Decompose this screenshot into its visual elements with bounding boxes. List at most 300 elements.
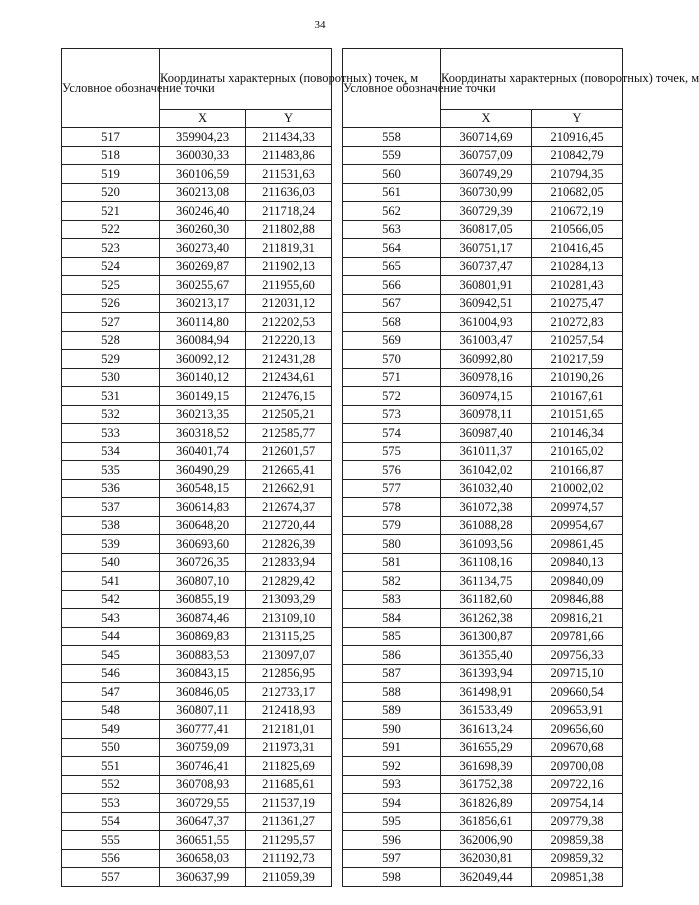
- table-row: [62, 165, 332, 184]
- y-coordinate-cell: 213093,29: [246, 590, 332, 609]
- x-coordinate-cell: 360648,20: [160, 516, 246, 535]
- point-id-cell: 531: [62, 387, 160, 406]
- point-id-cell: 584: [343, 609, 441, 628]
- x-coordinate-cell: 360708,93: [160, 775, 246, 794]
- table-row: [62, 350, 332, 369]
- x-coordinate-cell: 360749,29: [441, 165, 532, 184]
- x-coordinate-cell: 360978,16: [441, 368, 532, 387]
- x-coordinate-cell: 360729,39: [441, 202, 532, 221]
- y-coordinate-cell: 209670,68: [532, 738, 623, 757]
- table-row: [343, 683, 623, 702]
- header-coordinates: Координаты характерных (поворотных) точек, м: [160, 49, 332, 110]
- table-row: [62, 461, 332, 480]
- table-row: [62, 442, 332, 461]
- x-coordinate-cell: 360140,12: [160, 368, 246, 387]
- x-coordinate-cell: 360092,12: [160, 350, 246, 369]
- header-y: Y: [532, 109, 623, 127]
- point-id-cell: 579: [343, 516, 441, 535]
- table-row: [343, 294, 623, 313]
- y-coordinate-cell: 211059,39: [246, 868, 332, 887]
- point-id-cell: 552: [62, 775, 160, 794]
- y-coordinate-cell: 210272,83: [532, 313, 623, 332]
- y-coordinate-cell: 212476,15: [246, 387, 332, 406]
- table-row: [62, 313, 332, 332]
- table-row: [343, 220, 623, 239]
- table-row: [62, 146, 332, 165]
- point-id-cell: 593: [343, 775, 441, 794]
- y-coordinate-cell: 211825,69: [246, 757, 332, 776]
- point-id-cell: 556: [62, 849, 160, 868]
- y-coordinate-cell: 212720,44: [246, 516, 332, 535]
- table-row: [62, 757, 332, 776]
- point-id-cell: 534: [62, 442, 160, 461]
- y-coordinate-cell: 210672,19: [532, 202, 623, 221]
- y-coordinate-cell: 210842,79: [532, 146, 623, 165]
- y-coordinate-cell: 212431,28: [246, 350, 332, 369]
- table-row: [62, 590, 332, 609]
- x-coordinate-cell: 360992,80: [441, 350, 532, 369]
- table-row: [343, 442, 623, 461]
- table-row: [62, 794, 332, 813]
- point-id-cell: 568: [343, 313, 441, 332]
- table-row: [62, 609, 332, 628]
- point-id-cell: 542: [62, 590, 160, 609]
- point-id-cell: 539: [62, 535, 160, 554]
- x-coordinate-cell: 360746,41: [160, 757, 246, 776]
- y-coordinate-cell: 211434,33: [246, 128, 332, 147]
- table-row: [62, 294, 332, 313]
- y-coordinate-cell: 209754,14: [532, 794, 623, 813]
- y-coordinate-cell: 210281,43: [532, 276, 623, 295]
- x-coordinate-cell: 360777,41: [160, 720, 246, 739]
- y-coordinate-cell: 212202,53: [246, 313, 332, 332]
- point-id-cell: 585: [343, 627, 441, 646]
- x-coordinate-cell: 360084,94: [160, 331, 246, 350]
- point-id-cell: 551: [62, 757, 160, 776]
- x-coordinate-cell: 360637,99: [160, 868, 246, 887]
- table-row: [62, 831, 332, 850]
- x-coordinate-cell: 361093,56: [441, 535, 532, 554]
- table-row: [343, 239, 623, 258]
- y-coordinate-cell: 210416,45: [532, 239, 623, 258]
- x-coordinate-cell: 361182,60: [441, 590, 532, 609]
- y-coordinate-cell: 212662,91: [246, 479, 332, 498]
- y-coordinate-cell: 211531,63: [246, 165, 332, 184]
- point-id-cell: 572: [343, 387, 441, 406]
- table-row: [343, 590, 623, 609]
- table-body: [343, 128, 623, 887]
- y-coordinate-cell: 212829,42: [246, 572, 332, 591]
- table-row: [62, 368, 332, 387]
- point-id-cell: 594: [343, 794, 441, 813]
- table-row: [343, 553, 623, 572]
- table-row: [343, 794, 623, 813]
- point-id-cell: 587: [343, 664, 441, 683]
- x-coordinate-cell: 361042,02: [441, 461, 532, 480]
- x-coordinate-cell: 360737,47: [441, 257, 532, 276]
- y-coordinate-cell: 210794,35: [532, 165, 623, 184]
- point-id-cell: 558: [343, 128, 441, 147]
- y-coordinate-cell: 212505,21: [246, 405, 332, 424]
- y-coordinate-cell: 211718,24: [246, 202, 332, 221]
- x-coordinate-cell: 361072,38: [441, 498, 532, 517]
- point-id-cell: 566: [343, 276, 441, 295]
- point-id-cell: 578: [343, 498, 441, 517]
- y-coordinate-cell: 209715,10: [532, 664, 623, 683]
- point-id-cell: 597: [343, 849, 441, 868]
- point-id-cell: 574: [343, 424, 441, 443]
- x-coordinate-cell: 362030,81: [441, 849, 532, 868]
- x-coordinate-cell: 360855,19: [160, 590, 246, 609]
- x-coordinate-cell: 361498,91: [441, 683, 532, 702]
- point-id-cell: 577: [343, 479, 441, 498]
- x-coordinate-cell: 360106,59: [160, 165, 246, 184]
- y-coordinate-cell: 209861,45: [532, 535, 623, 554]
- y-coordinate-cell: 211819,31: [246, 239, 332, 258]
- y-coordinate-cell: 209851,38: [532, 868, 623, 887]
- point-id-cell: 555: [62, 831, 160, 850]
- point-id-cell: 560: [343, 165, 441, 184]
- point-id-cell: 588: [343, 683, 441, 702]
- x-coordinate-cell: 361655,29: [441, 738, 532, 757]
- x-coordinate-cell: 361826,89: [441, 794, 532, 813]
- y-coordinate-cell: 212434,61: [246, 368, 332, 387]
- point-id-cell: 550: [62, 738, 160, 757]
- x-coordinate-cell: 360213,17: [160, 294, 246, 313]
- point-id-cell: 521: [62, 202, 160, 221]
- x-coordinate-cell: 360730,99: [441, 183, 532, 202]
- table-row: [62, 683, 332, 702]
- x-coordinate-cell: 360759,09: [160, 738, 246, 757]
- y-coordinate-cell: 213097,07: [246, 646, 332, 665]
- x-coordinate-cell: 360726,35: [160, 553, 246, 572]
- y-coordinate-cell: 209840,13: [532, 553, 623, 572]
- y-coordinate-cell: 212674,37: [246, 498, 332, 517]
- x-coordinate-cell: 360114,80: [160, 313, 246, 332]
- y-coordinate-cell: 210146,34: [532, 424, 623, 443]
- table-row: [343, 257, 623, 276]
- y-coordinate-cell: 210284,13: [532, 257, 623, 276]
- y-coordinate-cell: 211973,31: [246, 738, 332, 757]
- point-id-cell: 528: [62, 331, 160, 350]
- point-id-cell: 557: [62, 868, 160, 887]
- point-id-cell: 532: [62, 405, 160, 424]
- y-coordinate-cell: 211902,13: [246, 257, 332, 276]
- y-coordinate-cell: 209846,88: [532, 590, 623, 609]
- table-row: [343, 368, 623, 387]
- page-number: 34: [314, 19, 326, 31]
- table-row: [62, 812, 332, 831]
- table-row: [343, 775, 623, 794]
- y-coordinate-cell: 209840,09: [532, 572, 623, 591]
- table-row: [62, 516, 332, 535]
- x-coordinate-cell: 360401,74: [160, 442, 246, 461]
- x-coordinate-cell: 360269,87: [160, 257, 246, 276]
- table-row: [62, 276, 332, 295]
- point-id-cell: 553: [62, 794, 160, 813]
- x-coordinate-cell: 360942,51: [441, 294, 532, 313]
- y-coordinate-cell: 210002,02: [532, 479, 623, 498]
- table-row: [343, 609, 623, 628]
- point-id-cell: 541: [62, 572, 160, 591]
- y-coordinate-cell: 209859,38: [532, 831, 623, 850]
- x-coordinate-cell: 360693,60: [160, 535, 246, 554]
- y-coordinate-cell: 211295,57: [246, 831, 332, 850]
- y-coordinate-cell: 211955,60: [246, 276, 332, 295]
- point-id-cell: 589: [343, 701, 441, 720]
- y-coordinate-cell: 211192,73: [246, 849, 332, 868]
- point-id-cell: 517: [62, 128, 160, 147]
- point-id-cell: 518: [62, 146, 160, 165]
- table-row: [62, 535, 332, 554]
- y-coordinate-cell: 209756,33: [532, 646, 623, 665]
- y-coordinate-cell: 211483,86: [246, 146, 332, 165]
- y-coordinate-cell: 212733,17: [246, 683, 332, 702]
- x-coordinate-cell: 360817,05: [441, 220, 532, 239]
- table-row: [343, 701, 623, 720]
- y-coordinate-cell: 209700,08: [532, 757, 623, 776]
- y-coordinate-cell: 210217,59: [532, 350, 623, 369]
- point-id-cell: 525: [62, 276, 160, 295]
- table-row: [62, 572, 332, 591]
- point-id-cell: 580: [343, 535, 441, 554]
- point-id-cell: 523: [62, 239, 160, 258]
- y-coordinate-cell: 210165,02: [532, 442, 623, 461]
- table-row: [62, 220, 332, 239]
- x-coordinate-cell: 360149,15: [160, 387, 246, 406]
- table-row: [62, 775, 332, 794]
- point-id-cell: 590: [343, 720, 441, 739]
- point-id-cell: 592: [343, 757, 441, 776]
- y-coordinate-cell: 212856,95: [246, 664, 332, 683]
- point-id-cell: 538: [62, 516, 160, 535]
- x-coordinate-cell: 361393,94: [441, 664, 532, 683]
- table-row: [343, 276, 623, 295]
- x-coordinate-cell: 360807,10: [160, 572, 246, 591]
- x-coordinate-cell: 361004,93: [441, 313, 532, 332]
- point-id-cell: 522: [62, 220, 160, 239]
- x-coordinate-cell: 361108,16: [441, 553, 532, 572]
- point-id-cell: 548: [62, 701, 160, 720]
- point-id-cell: 524: [62, 257, 160, 276]
- point-id-cell: 537: [62, 498, 160, 517]
- x-coordinate-cell: 360647,37: [160, 812, 246, 831]
- point-id-cell: 570: [343, 350, 441, 369]
- point-id-cell: 535: [62, 461, 160, 480]
- table-row: [62, 424, 332, 443]
- x-coordinate-cell: 359904,23: [160, 128, 246, 147]
- x-coordinate-cell: 361752,38: [441, 775, 532, 794]
- table-row: [343, 516, 623, 535]
- x-coordinate-cell: 360751,17: [441, 239, 532, 258]
- y-coordinate-cell: 210166,87: [532, 461, 623, 480]
- table-row: [343, 146, 623, 165]
- x-coordinate-cell: 361355,40: [441, 646, 532, 665]
- coordinates-table-right: [342, 48, 699, 887]
- point-id-cell: 520: [62, 183, 160, 202]
- table-row: [62, 646, 332, 665]
- point-id-cell: 567: [343, 294, 441, 313]
- table-row: [343, 350, 623, 369]
- table-row: [343, 535, 623, 554]
- x-coordinate-cell: 360846,05: [160, 683, 246, 702]
- x-coordinate-cell: 361262,38: [441, 609, 532, 628]
- point-id-cell: 576: [343, 461, 441, 480]
- x-coordinate-cell: 360874,46: [160, 609, 246, 628]
- table-row: [343, 831, 623, 850]
- y-coordinate-cell: 209656,60: [532, 720, 623, 739]
- y-coordinate-cell: 209653,91: [532, 701, 623, 720]
- x-coordinate-cell: 360030,33: [160, 146, 246, 165]
- header-coordinates: Координаты характерных (поворотных) точек, м: [441, 49, 623, 110]
- y-coordinate-cell: 209722,16: [532, 775, 623, 794]
- x-coordinate-cell: 360757,09: [441, 146, 532, 165]
- table-row: [343, 572, 623, 591]
- y-coordinate-cell: 209974,57: [532, 498, 623, 517]
- table-row: [343, 849, 623, 868]
- x-coordinate-cell: 362049,44: [441, 868, 532, 887]
- point-id-cell: 547: [62, 683, 160, 702]
- y-coordinate-cell: 210916,45: [532, 128, 623, 147]
- y-coordinate-cell: 210275,47: [532, 294, 623, 313]
- table-row: [343, 424, 623, 443]
- y-coordinate-cell: 213109,10: [246, 609, 332, 628]
- point-id-cell: 598: [343, 868, 441, 887]
- y-coordinate-cell: 209779,38: [532, 812, 623, 831]
- header-y: Y: [246, 109, 332, 127]
- x-coordinate-cell: 360843,15: [160, 664, 246, 683]
- x-coordinate-cell: 360987,40: [441, 424, 532, 443]
- point-id-cell: 546: [62, 664, 160, 683]
- x-coordinate-cell: 360869,83: [160, 627, 246, 646]
- header-x: X: [441, 109, 532, 127]
- point-id-cell: 581: [343, 553, 441, 572]
- point-id-cell: 545: [62, 646, 160, 665]
- table-row: [343, 757, 623, 776]
- y-coordinate-cell: 209954,67: [532, 516, 623, 535]
- x-coordinate-cell: 361134,75: [441, 572, 532, 591]
- table-row: [343, 720, 623, 739]
- x-coordinate-cell: 360807,11: [160, 701, 246, 720]
- point-id-cell: 561: [343, 183, 441, 202]
- point-id-cell: 583: [343, 590, 441, 609]
- table-row: [343, 868, 623, 887]
- y-coordinate-cell: 212585,77: [246, 424, 332, 443]
- table-row: [62, 239, 332, 258]
- point-id-cell: 533: [62, 424, 160, 443]
- point-id-cell: 519: [62, 165, 160, 184]
- table-row: [343, 331, 623, 350]
- x-coordinate-cell: 360714,69: [441, 128, 532, 147]
- y-coordinate-cell: 210167,61: [532, 387, 623, 406]
- table-row: [62, 498, 332, 517]
- x-coordinate-cell: 360260,30: [160, 220, 246, 239]
- table-row: [62, 128, 332, 147]
- point-id-cell: 563: [343, 220, 441, 239]
- x-coordinate-cell: 361856,61: [441, 812, 532, 831]
- table-row: [62, 405, 332, 424]
- y-coordinate-cell: 210151,65: [532, 405, 623, 424]
- x-coordinate-cell: 362006,90: [441, 831, 532, 850]
- x-coordinate-cell: 360614,83: [160, 498, 246, 517]
- table-row: [343, 405, 623, 424]
- header-point-name: Условное обозначение точки: [343, 49, 441, 128]
- point-id-cell: 536: [62, 479, 160, 498]
- y-coordinate-cell: 212031,12: [246, 294, 332, 313]
- y-coordinate-cell: 210682,05: [532, 183, 623, 202]
- y-coordinate-cell: 211636,03: [246, 183, 332, 202]
- table-row: [343, 183, 623, 202]
- table-row: [62, 738, 332, 757]
- table-row: [62, 664, 332, 683]
- point-id-cell: 562: [343, 202, 441, 221]
- x-coordinate-cell: 360978,11: [441, 405, 532, 424]
- table-row: [343, 664, 623, 683]
- table-row: [62, 387, 332, 406]
- x-coordinate-cell: 360490,29: [160, 461, 246, 480]
- table-row: [62, 331, 332, 350]
- table-row: [343, 646, 623, 665]
- table-row: [62, 701, 332, 720]
- point-id-cell: 591: [343, 738, 441, 757]
- point-id-cell: 571: [343, 368, 441, 387]
- table-row: [62, 849, 332, 868]
- table-row: [343, 627, 623, 646]
- y-coordinate-cell: 212826,39: [246, 535, 332, 554]
- y-coordinate-cell: 210257,54: [532, 331, 623, 350]
- x-coordinate-cell: 361003,47: [441, 331, 532, 350]
- x-coordinate-cell: 360801,91: [441, 276, 532, 295]
- table-row: [343, 313, 623, 332]
- y-coordinate-cell: 210190,26: [532, 368, 623, 387]
- x-coordinate-cell: 361698,39: [441, 757, 532, 776]
- y-coordinate-cell: 209859,32: [532, 849, 623, 868]
- y-coordinate-cell: 209781,66: [532, 627, 623, 646]
- x-coordinate-cell: 360883,53: [160, 646, 246, 665]
- x-coordinate-cell: 360213,35: [160, 405, 246, 424]
- point-id-cell: 554: [62, 812, 160, 831]
- x-coordinate-cell: 360318,52: [160, 424, 246, 443]
- table-row: [62, 868, 332, 887]
- point-id-cell: 569: [343, 331, 441, 350]
- x-coordinate-cell: 361011,37: [441, 442, 532, 461]
- table-row: [343, 387, 623, 406]
- point-id-cell: 529: [62, 350, 160, 369]
- point-id-cell: 544: [62, 627, 160, 646]
- x-coordinate-cell: 360273,40: [160, 239, 246, 258]
- x-coordinate-cell: 360651,55: [160, 831, 246, 850]
- point-id-cell: 527: [62, 313, 160, 332]
- y-coordinate-cell: 212418,93: [246, 701, 332, 720]
- x-coordinate-cell: 360246,40: [160, 202, 246, 221]
- table-row: [62, 183, 332, 202]
- y-coordinate-cell: 212181,01: [246, 720, 332, 739]
- x-coordinate-cell: 361533,49: [441, 701, 532, 720]
- y-coordinate-cell: 212665,41: [246, 461, 332, 480]
- y-coordinate-cell: 212220,13: [246, 331, 332, 350]
- point-id-cell: 575: [343, 442, 441, 461]
- table-row: [343, 812, 623, 831]
- x-coordinate-cell: 360213,08: [160, 183, 246, 202]
- point-id-cell: 573: [343, 405, 441, 424]
- table-row: [343, 738, 623, 757]
- table-row: [62, 553, 332, 572]
- x-coordinate-cell: 360548,15: [160, 479, 246, 498]
- table-row: [62, 720, 332, 739]
- point-id-cell: 595: [343, 812, 441, 831]
- point-id-cell: 565: [343, 257, 441, 276]
- y-coordinate-cell: 209660,54: [532, 683, 623, 702]
